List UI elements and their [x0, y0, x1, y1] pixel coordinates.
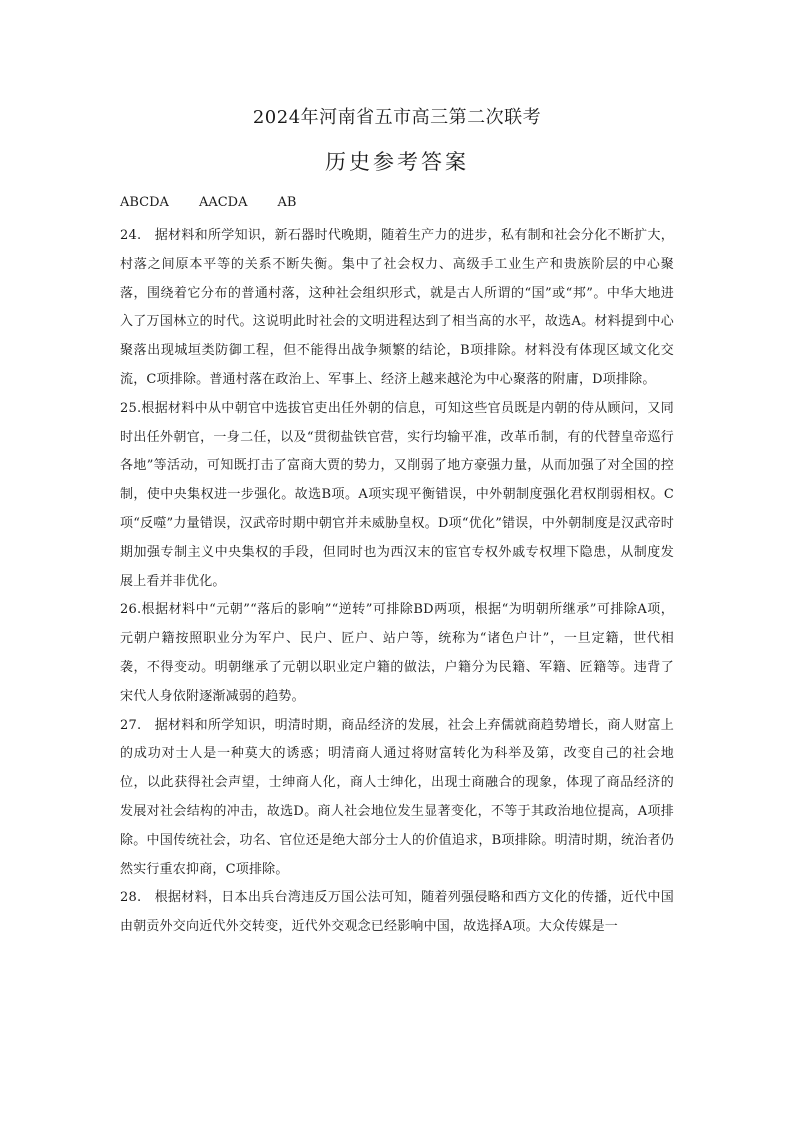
answer-28 [120, 884, 674, 942]
document-title: 2024年河南省五市高三第二次联考 [252, 107, 542, 128]
answer-explanation: 据材料和所学知识，新石器时代晚期，随着生产力的进步，私有制和社会分化不断扩大，村落之间原本平等的关系不断失衡。集中了社会权力、高级手工业生产和贵族阶层的中心聚落，围绕着它分布的普通村落，这种社会组织形式，就是古人所谓的“国”或“邦”。中华大地进入了万国林立的时代。这说明此时社会的文明进程达到了相当高的水平，故选A。材料提到中心聚落出现城垣类防御工程，但不能得出战争频繁的结论，B项排除。材料没有体现区域文化交流，C项排除。普通村落在政治上、军事上、经济上越来越沦为中心聚落的附庸，D项排除。 [120, 228, 674, 387]
answer-27 [120, 712, 674, 885]
answer-explanation: 据材料和所学知识，明清时期，商品经济的发展，社会上弃儒就商趋势增长，商人财富上的成功对士人是一种莫大的诱惑；明清商人通过将财富转化为科举及第，改变自己的社会地位，以此获得社会声望，士绅商人化，商人士绅化，出现士商融合的现象，体现了商品经济的发展对社会结构的冲击，故选D。商人社会地位发生显著变化，不等于其政治地位提高，A项排除。中国传统社会，功名、官位还是绝大部分士人的价值追求，B项排除。明清时期，统治者仍然实行重农抑商，C项排除。 [120, 717, 674, 877]
question-number: 24. [120, 228, 155, 243]
answer-key-group-3: AB [277, 195, 297, 210]
document-subtitle: 历史参考答案 [325, 150, 469, 174]
question-number: 26. [120, 602, 142, 618]
question-number: 25. [120, 400, 142, 416]
answer-26 [120, 596, 674, 711]
answer-key-group-2: AACDA [198, 195, 248, 210]
answer-key-group-1: ABCDA [120, 195, 169, 210]
answer-explanation: 根据材料中“元朝”“落后的影响”“逆转”可排除BD两项，根据“为明朝所继承”可排除A项，元朝户籍按照职业分为军户、民户、匠户、站户等，统称为“诸色户计”，一旦定籍，世代相袭，不得变动。明朝继承了元朝以职业定户籍的做法，户籍分为民籍、军籍、匠籍等。违背了宋代人身依附逐渐减弱的趋势。 [120, 602, 674, 704]
question-number: 28. [120, 890, 155, 906]
answer-explanation: 根据材料，日本出兵台湾违反万国公法可知，随着列强侵略和西方文化的传播，近代中国由朝贡外交向近代外交转变，近代外交观念已经影响中国，故选择A项。大众传媒是一 [120, 890, 674, 935]
answer-explanation: 根据材料中从中朝官中选拔官吏出任外朝的信息，可知这些官员既是内朝的侍从顾问，又同时出任外朝官，一身二任，以及“贯彻盐铁官营，实行均输平准，改革币制，有的代替皇帝巡行各地”等活动，可知既打击了富商大贾的势力，又削弱了地方豪强力量，从而加强了对全国的控制，使中央集权进一步强化。故选B项。A项实现平衡错误，中外朝制度强化君权削弱相权。C项“反噬”力量错误，汉武帝时期中朝官并未威胁皇权。D项“优化”错误，中外朝制度是汉武帝时期加强专制主义中央集权的手段，但同时也为西汉末的宦官专权外戚专权埋下隐患，从制度发展上看并非优化。 [120, 400, 674, 589]
answer-25 [120, 395, 674, 597]
question-number: 27. [120, 717, 155, 733]
answer-24 [120, 222, 674, 395]
multiple-choice-answer-key [120, 192, 674, 214]
